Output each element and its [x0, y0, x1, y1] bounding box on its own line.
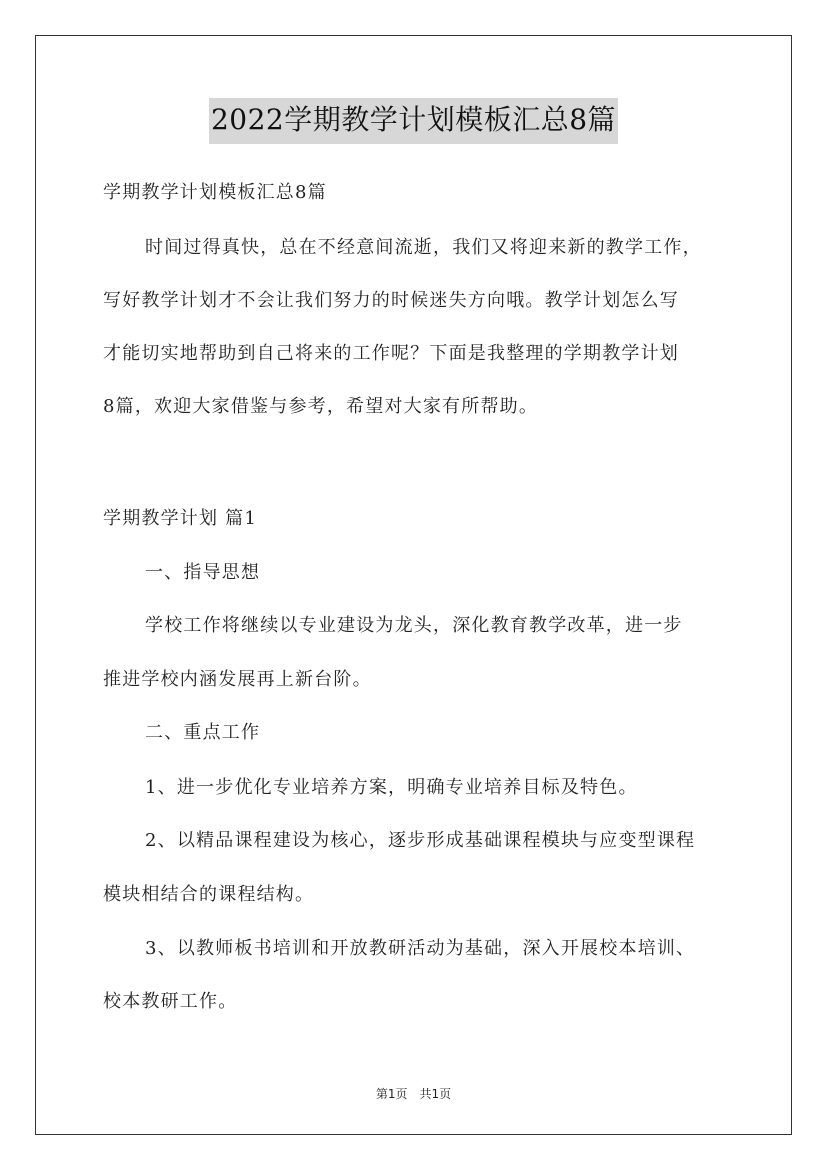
body-line-9: 校本教研工作。: [103, 991, 238, 1012]
intro-line-1: 时间过得真快，总在不经意间流逝，我们又将迎来新的教学工作，: [145, 237, 702, 258]
section-heading: 学期教学计划 篇1: [103, 508, 257, 529]
page-footer: 第1页 共1页: [375, 1087, 452, 1101]
intro-line-3: 才能切实地帮助到自己将来的工作呢？下面是我整理的学期教学计划: [103, 343, 679, 364]
body-line-6: 2、以精品课程建设为核心，逐步形成基础课程模块与应变型课程: [145, 830, 696, 851]
body-line-3: 推进学校内涵发展再上新台阶。: [103, 669, 372, 690]
body-line-8: 3、以教师板书培训和开放教研活动为基础，深入开展校本培训、: [145, 938, 696, 959]
title-wrap: [0, 98, 827, 144]
document-title: 2022学期教学计划模板汇总8篇: [209, 98, 618, 144]
body-line-2: 学校工作将继续以专业建设为龙头，深化教育教学改革，进一步: [145, 615, 683, 636]
body-line-7: 模块相结合的课程结构。: [103, 884, 315, 905]
body-line-1: 一、指导思想: [145, 562, 261, 583]
body-line-4: 二、重点工作: [145, 722, 261, 743]
body-line-5: 1、进一步优化专业培养方案，明确专业培养目标及特色。: [145, 777, 638, 798]
document-subtitle: 学期教学计划模板汇总8篇: [103, 182, 327, 203]
intro-line-2: 写好教学计划才不会让我们努力的时候迷失方向哦。教学计划怎么写: [103, 290, 679, 311]
intro-line-4: 8篇，欢迎大家借鉴与参考，希望对大家有所帮助。: [103, 396, 539, 417]
